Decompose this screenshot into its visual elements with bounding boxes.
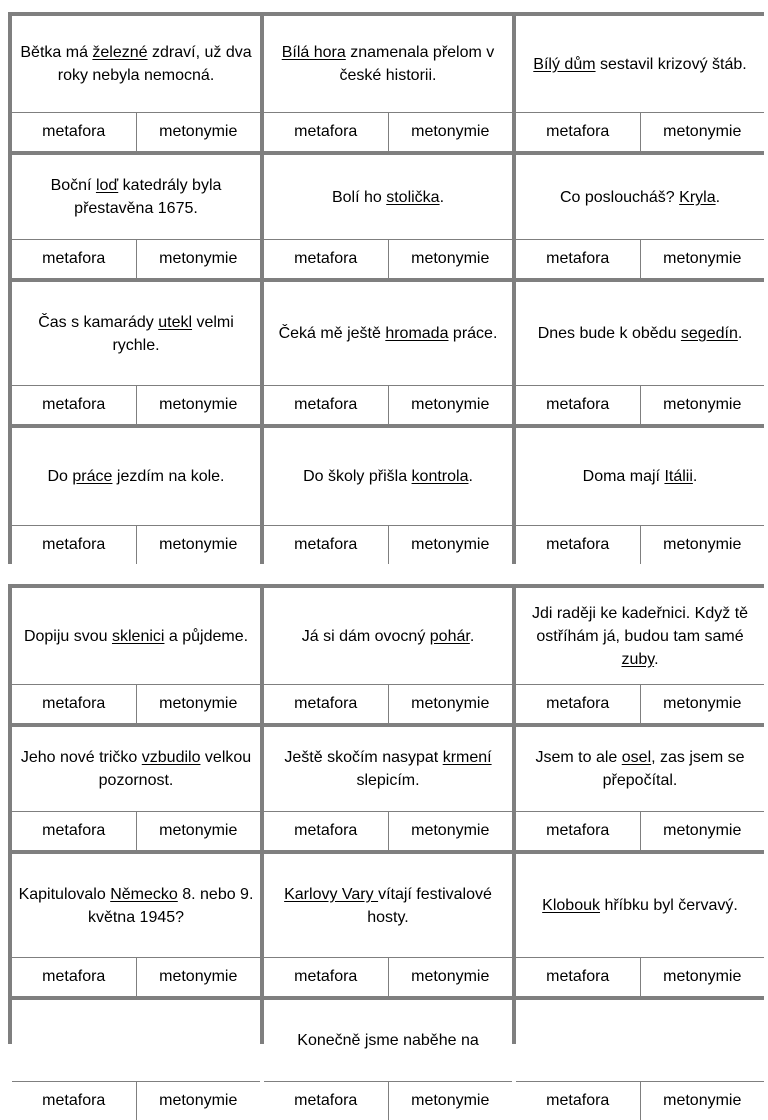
option-metonymie[interactable]: metonymie: [388, 812, 513, 850]
option-metonymie[interactable]: metonymie: [388, 1082, 513, 1120]
option-metafora[interactable]: metafora: [294, 695, 358, 712]
sentence-text: [270, 41, 506, 87]
exercise-sentence: [264, 588, 512, 684]
option-metafora[interactable]: metafora: [42, 250, 106, 267]
exercise-sentence: [12, 1000, 260, 1081]
exercise-sentence: [12, 16, 260, 112]
exercise-card: [264, 1000, 512, 1120]
exercise-card: [12, 155, 260, 278]
option-metonymie[interactable]: metonymie: [136, 526, 261, 564]
exercise-sentence: [12, 727, 260, 811]
sentence-fragment: .: [469, 627, 475, 645]
highlighted-word: stolička: [386, 188, 440, 206]
exercise-card: [12, 727, 260, 850]
highlighted-word: práce: [72, 468, 113, 485]
sentence-fragment: Já si dám ovocný: [301, 627, 430, 645]
exercise-sentence: [12, 428, 260, 525]
option-metafora[interactable]: metafora: [42, 536, 106, 553]
answer-options: [12, 239, 260, 278]
sentence-fragment: .: [715, 188, 721, 206]
exercise-card: [12, 588, 260, 723]
option-metonymie[interactable]: metonymie: [388, 386, 513, 424]
highlighted-word: Bílá hora: [281, 44, 346, 61]
option-metonymie[interactable]: metonymie: [640, 1082, 765, 1120]
highlighted-word: Itálii: [664, 468, 693, 485]
option-metafora[interactable]: metafora: [294, 396, 358, 413]
highlighted-word: vzbudilo: [141, 749, 201, 766]
sentence-fragment: 8. nebo 9. května 1945?: [87, 885, 254, 926]
exercise-sentence: [516, 155, 764, 239]
sentence-fragment: Čas s kamarády: [38, 313, 159, 331]
sentence-text: [18, 311, 254, 357]
option-metonymie[interactable]: metonymie: [136, 113, 261, 151]
sentence-text: [297, 1029, 478, 1052]
sentence-fragment: hříbku byl červavý.: [600, 897, 738, 914]
option-metafora[interactable]: metafora: [546, 123, 610, 140]
sentence-fragment: Bolí ho: [331, 188, 387, 206]
exercise-sentence: [516, 428, 764, 525]
exercise-sentence: [264, 854, 512, 957]
answer-options: [264, 385, 512, 424]
answer-options: [264, 684, 512, 723]
sentence-fragment: Jdi raději ke kadeřnici. Když tě ostříhám já, budou tam samé: [531, 604, 749, 645]
sentence-text: [18, 746, 254, 792]
exercise-sentence: [264, 727, 512, 811]
sentence-text: [48, 465, 225, 488]
sentence-text: [18, 41, 254, 87]
option-metafora[interactable]: metafora: [294, 123, 358, 140]
sentence-fragment: Konečně jsme naběhe na: [297, 1032, 479, 1049]
exercise-card: [264, 727, 512, 850]
option-metonymie[interactable]: metonymie: [388, 526, 513, 564]
option-metonymie[interactable]: metonymie: [136, 386, 261, 424]
option-metafora[interactable]: metafora: [42, 396, 106, 413]
option-metonymie[interactable]: metonymie: [640, 113, 765, 151]
sentence-fragment: vítají festivalové hosty.: [367, 885, 492, 926]
exercise-card: [516, 727, 764, 850]
option-metafora[interactable]: metafora: [546, 1092, 610, 1109]
exercise-sentence: [12, 854, 260, 957]
option-metonymie[interactable]: metonymie: [388, 685, 513, 723]
sentence-fragment: Bětka má: [20, 44, 93, 61]
sentence-fragment: Kapitulovalo: [18, 885, 111, 903]
sentence-fragment: Boční: [50, 177, 96, 194]
option-metafora[interactable]: metafora: [294, 822, 358, 839]
option-metafora[interactable]: metafora: [42, 695, 106, 712]
answer-options: [12, 811, 260, 850]
sentence-fragment: a půjdeme.: [164, 627, 249, 645]
sentence-fragment: .: [439, 188, 445, 206]
highlighted-word: sklenici: [111, 627, 165, 645]
option-metafora[interactable]: metafora: [546, 822, 610, 839]
highlighted-word: segedín: [680, 325, 738, 342]
answer-options: [264, 811, 512, 850]
exercise-card: [264, 854, 512, 996]
exercise-card: [516, 588, 764, 723]
answer-options: [516, 239, 764, 278]
sentence-fragment: velkou pozornost.: [98, 749, 252, 789]
option-metafora[interactable]: metafora: [546, 968, 610, 985]
highlighted-word: kontrola: [411, 468, 469, 485]
highlighted-word: pohár: [429, 627, 470, 645]
sentence-text: [270, 883, 506, 929]
sentence-text: [533, 53, 746, 76]
sentence-fragment: , zas jsem se přepočítal.: [602, 749, 745, 789]
highlighted-word: zuby: [621, 650, 655, 668]
answer-options: [12, 112, 260, 151]
sentence-fragment: .: [468, 468, 473, 485]
sentence-fragment: velmi rychle.: [112, 313, 234, 354]
sentence-fragment: .: [692, 468, 698, 485]
exercise-card: [516, 854, 764, 996]
option-metonymie[interactable]: metonymie: [640, 958, 765, 996]
exercise-sentence: [264, 282, 512, 385]
answer-options: [264, 957, 512, 996]
option-metonymie[interactable]: metonymie: [136, 958, 261, 996]
option-metafora[interactable]: metafora: [42, 123, 106, 140]
sentence-text: [18, 174, 254, 220]
worksheet-page-1: [8, 12, 764, 564]
sentence-fragment: Do: [47, 468, 73, 485]
option-metonymie[interactable]: metonymie: [640, 240, 765, 278]
exercise-card: [516, 428, 764, 564]
sentence-fragment: znamenala přelom v české historii.: [339, 44, 495, 84]
highlighted-word: loď: [95, 177, 119, 194]
sentence-fragment: Dnes bude k obědu: [537, 325, 681, 342]
exercise-sentence: [516, 854, 764, 957]
sentence-text: [583, 465, 698, 488]
exercise-card: [12, 282, 260, 424]
sentence-fragment: Jsem to ale: [535, 749, 622, 766]
exercise-card: [12, 1000, 260, 1120]
option-metafora[interactable]: metafora: [294, 250, 358, 267]
option-metonymie[interactable]: metonymie: [640, 526, 765, 564]
option-metonymie[interactable]: metonymie: [388, 113, 513, 151]
sentence-fragment: Ještě skočím nasypat: [284, 749, 443, 766]
sentence-text: [560, 186, 720, 209]
option-metonymie[interactable]: metonymie: [388, 240, 513, 278]
sentence-text: [302, 625, 475, 648]
answer-options: [264, 112, 512, 151]
answer-options: [516, 1081, 764, 1120]
sentence-fragment: Čeká mě ještě: [278, 325, 386, 342]
answer-options: [264, 1081, 512, 1120]
exercise-card: [264, 588, 512, 723]
option-metonymie[interactable]: metonymie: [640, 685, 765, 723]
worksheet-page-2: [8, 584, 764, 1109]
highlighted-word: Klobouk: [542, 897, 600, 914]
sentence-text: [522, 602, 758, 671]
highlighted-word: krmení: [442, 749, 492, 766]
answer-options: [12, 525, 260, 564]
exercise-sentence: [516, 727, 764, 811]
sentence-text: [332, 186, 444, 209]
sentence-text: [522, 746, 758, 792]
option-metonymie[interactable]: metonymie: [136, 240, 261, 278]
exercise-sentence: [516, 588, 764, 684]
sentence-fragment: Doma mají: [582, 468, 665, 485]
sentence-text: [542, 894, 738, 917]
answer-options: [516, 957, 764, 996]
answer-options: [12, 385, 260, 424]
option-metafora[interactable]: metafora: [42, 1092, 106, 1109]
option-metafora[interactable]: metafora: [546, 695, 610, 712]
exercise-sentence: [264, 428, 512, 525]
exercise-card: [12, 16, 260, 151]
exercise-card: [516, 1000, 764, 1120]
highlighted-word: Bílý dům: [533, 55, 596, 73]
highlighted-word: utekl: [158, 313, 193, 331]
exercise-sentence: [516, 1000, 764, 1081]
answer-options: [516, 525, 764, 564]
answer-options: [264, 239, 512, 278]
highlighted-word: osel: [621, 749, 652, 766]
sentence-fragment: zdraví, už dva roky nebyla nemocná.: [57, 44, 252, 84]
exercise-sentence: [12, 155, 260, 239]
exercise-card: [516, 155, 764, 278]
sentence-text: [303, 465, 473, 488]
sentence-fragment: .: [737, 325, 743, 342]
exercise-sentence: [264, 1000, 512, 1081]
highlighted-word: Kryla: [679, 188, 716, 206]
sentence-text: [279, 322, 498, 345]
exercise-sentence: [12, 282, 260, 385]
exercise-card: [516, 282, 764, 424]
exercise-card: [12, 854, 260, 996]
sentence-fragment: jezdím na kole.: [112, 468, 225, 485]
highlighted-word: Německo: [110, 885, 178, 903]
answer-options: [516, 112, 764, 151]
sentence-fragment: slepicím.: [356, 772, 420, 789]
exercise-card: [264, 155, 512, 278]
option-metonymie[interactable]: metonymie: [136, 1082, 261, 1120]
sentence-text: [18, 883, 254, 929]
option-metonymie[interactable]: metonymie: [640, 812, 765, 850]
exercise-sentence: [264, 16, 512, 112]
sentence-fragment: Co posloucháš?: [559, 188, 680, 206]
sentence-fragment: sestavil krizový štáb.: [595, 55, 747, 73]
exercise-sentence: [516, 16, 764, 112]
answer-options: [12, 957, 260, 996]
sentence-fragment: .: [654, 650, 659, 668]
option-metonymie[interactable]: metonymie: [640, 386, 765, 424]
option-metafora[interactable]: metafora: [546, 536, 610, 553]
sentence-fragment: katedrály byla přestavěna 1675.: [74, 177, 222, 217]
option-metafora[interactable]: metafora: [42, 822, 106, 839]
option-metafora[interactable]: metafora: [294, 1092, 358, 1109]
answer-options: [516, 811, 764, 850]
exercise-sentence: [264, 155, 512, 239]
answer-options: [516, 684, 764, 723]
option-metonymie[interactable]: metonymie: [136, 685, 261, 723]
exercise-sentence: [516, 282, 764, 385]
option-metafora[interactable]: metafora: [546, 396, 610, 413]
exercise-card: [12, 428, 260, 564]
sentence-text: [538, 322, 743, 345]
exercise-card: [264, 16, 512, 151]
highlighted-word: Karlovy Vary: [284, 885, 379, 903]
option-metonymie[interactable]: metonymie: [136, 812, 261, 850]
answer-options: [516, 385, 764, 424]
answer-options: [12, 684, 260, 723]
exercise-card: [264, 428, 512, 564]
option-metafora[interactable]: metafora: [546, 250, 610, 267]
option-metafora[interactable]: metafora: [294, 536, 358, 553]
option-metonymie[interactable]: metonymie: [388, 958, 513, 996]
answer-options: [12, 1081, 260, 1120]
sentence-fragment: Jeho nové tričko: [20, 749, 142, 766]
highlighted-word: železné: [92, 44, 148, 61]
exercise-card: [516, 16, 764, 151]
sentence-fragment: Do školy přišla: [303, 468, 412, 485]
option-metafora[interactable]: metafora: [42, 968, 106, 985]
answer-options: [264, 525, 512, 564]
sentence-fragment: Dopiju svou: [23, 627, 112, 645]
sentence-text: [24, 625, 248, 648]
highlighted-word: hromada: [385, 325, 449, 342]
option-metafora[interactable]: metafora: [294, 968, 358, 985]
sentence-text: [270, 746, 506, 792]
sentence-fragment: práce.: [448, 325, 498, 342]
exercise-card: [264, 282, 512, 424]
exercise-sentence: [12, 588, 260, 684]
